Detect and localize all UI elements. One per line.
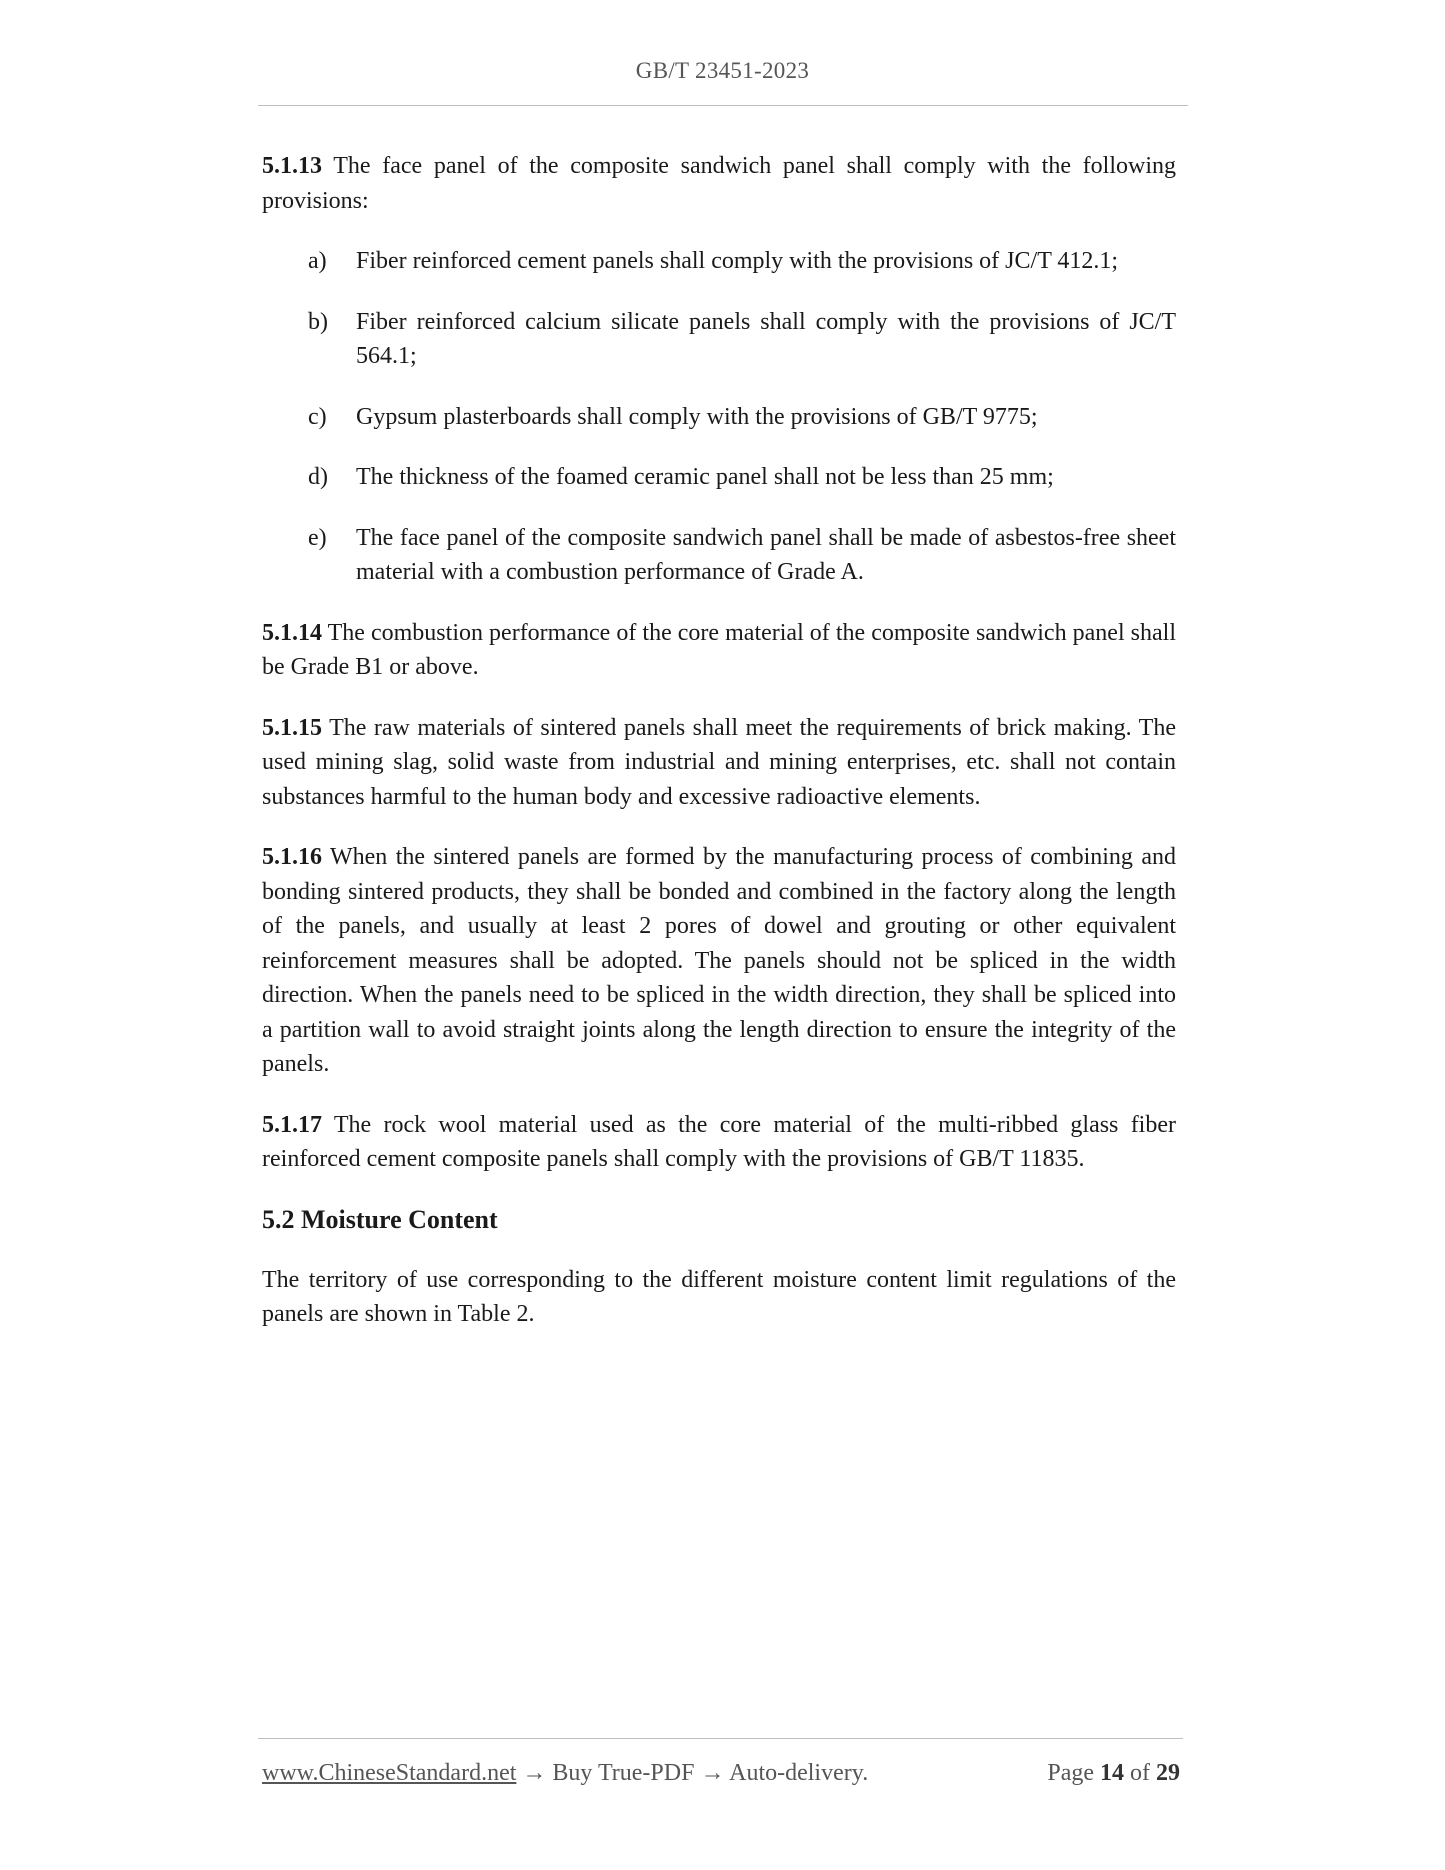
clause-text: The face panel of the composite sandwich panel shall comply with the following provisions: xyxy=(262,153,1176,214)
list-item-text: The thickness of the foamed ceramic panel shall not be less than 25 mm; xyxy=(356,464,1054,490)
clause-number: 5.1.13 xyxy=(262,153,322,179)
clause-number: 5.1.14 xyxy=(262,619,322,646)
list-item-text: Fiber reinforced cement panels shall comply with the provisions of JC/T 412.1; xyxy=(356,248,1119,274)
list-item xyxy=(262,400,1176,435)
list-marker: b) xyxy=(308,308,328,335)
clause-5-1-17 xyxy=(262,1108,1176,1177)
page-label: Page xyxy=(1047,1760,1100,1786)
promo-text: → Buy True-PDF → Auto-delivery. xyxy=(516,1760,869,1786)
page-info xyxy=(1047,1760,1180,1787)
footer-divider xyxy=(258,1738,1183,1739)
list-item xyxy=(262,521,1176,590)
page-header-standard-code: GB/T 23451-2023 xyxy=(635,58,810,83)
clause-5-1-14 xyxy=(262,616,1176,685)
list-item xyxy=(262,460,1176,495)
clause-5-1-15 xyxy=(262,711,1176,815)
of-label: of xyxy=(1124,1760,1156,1786)
list-marker: d) xyxy=(308,464,328,490)
total-pages: 29 xyxy=(1156,1760,1180,1786)
clause-number: 5.1.17 xyxy=(262,1111,322,1138)
clause-number: 5.1.15 xyxy=(262,714,322,741)
list-item-text: Fiber reinforced calcium silicate panels shall comply with the provisions of JC/T 564.1; xyxy=(356,308,1176,369)
clause-text: The combustion performance of the core material of the composite sandwich panel shall be Grade B1 or above. xyxy=(262,619,1176,680)
clause-text: The raw materials of sintered panels shall meet the requirements of brick making. The used mining slag, solid waste from industrial and mining enterprises, etc. shall not contain substances harmful to the human body and excessive radioactive elements. xyxy=(262,714,1176,810)
list-item-text: Gypsum plasterboards shall comply with the provisions of GB/T 9775; xyxy=(356,403,1038,430)
section-heading-moisture-content: 5.2 Moisture Content xyxy=(262,1204,498,1234)
list-item xyxy=(262,305,1176,374)
clause-5-1-16 xyxy=(262,840,1176,1082)
page-footer xyxy=(262,1760,1180,1787)
list-item xyxy=(262,244,1176,279)
document-body xyxy=(262,149,1176,1358)
header-divider xyxy=(258,105,1188,106)
list-item-text: The face panel of the composite sandwich panel shall be made of asbestos-free sheet material with a combustion performance of Grade A. xyxy=(356,524,1176,585)
section-5-2-text: The territory of use corresponding to the different moisture content limit regulations of the panels are shown in Table 2. xyxy=(262,1266,1176,1327)
clause-text: When the sintered panels are formed by the manufacturing process of combining and bonding sintered products, they shall be bonded and combined in the factory along the length of the panels, and usually at least 2 pores of dowel and grouting or other equivalent reinforcement measures shall be adopted. The panels should not be spliced in the width direction. When the panels need to be spliced in the width direction, they shall be spliced into a partition wall to avoid straight joints along the length direction to ensure the integrity of the panels. xyxy=(262,844,1176,1077)
list-marker: e) xyxy=(308,524,327,551)
clause-text: The rock wool material used as the core material of the multi-ribbed glass fiber reinforced cement composite panels shall comply with the provisions of GB/T 11835. xyxy=(262,1111,1176,1172)
clause-5-1-13 xyxy=(262,149,1176,218)
page-number: 14 xyxy=(1100,1760,1124,1786)
list-marker: a) xyxy=(308,248,327,274)
clause-number: 5.1.16 xyxy=(262,844,322,870)
list-marker: c) xyxy=(308,403,327,430)
site-link[interactable]: www.ChineseStandard.net xyxy=(262,1760,517,1786)
